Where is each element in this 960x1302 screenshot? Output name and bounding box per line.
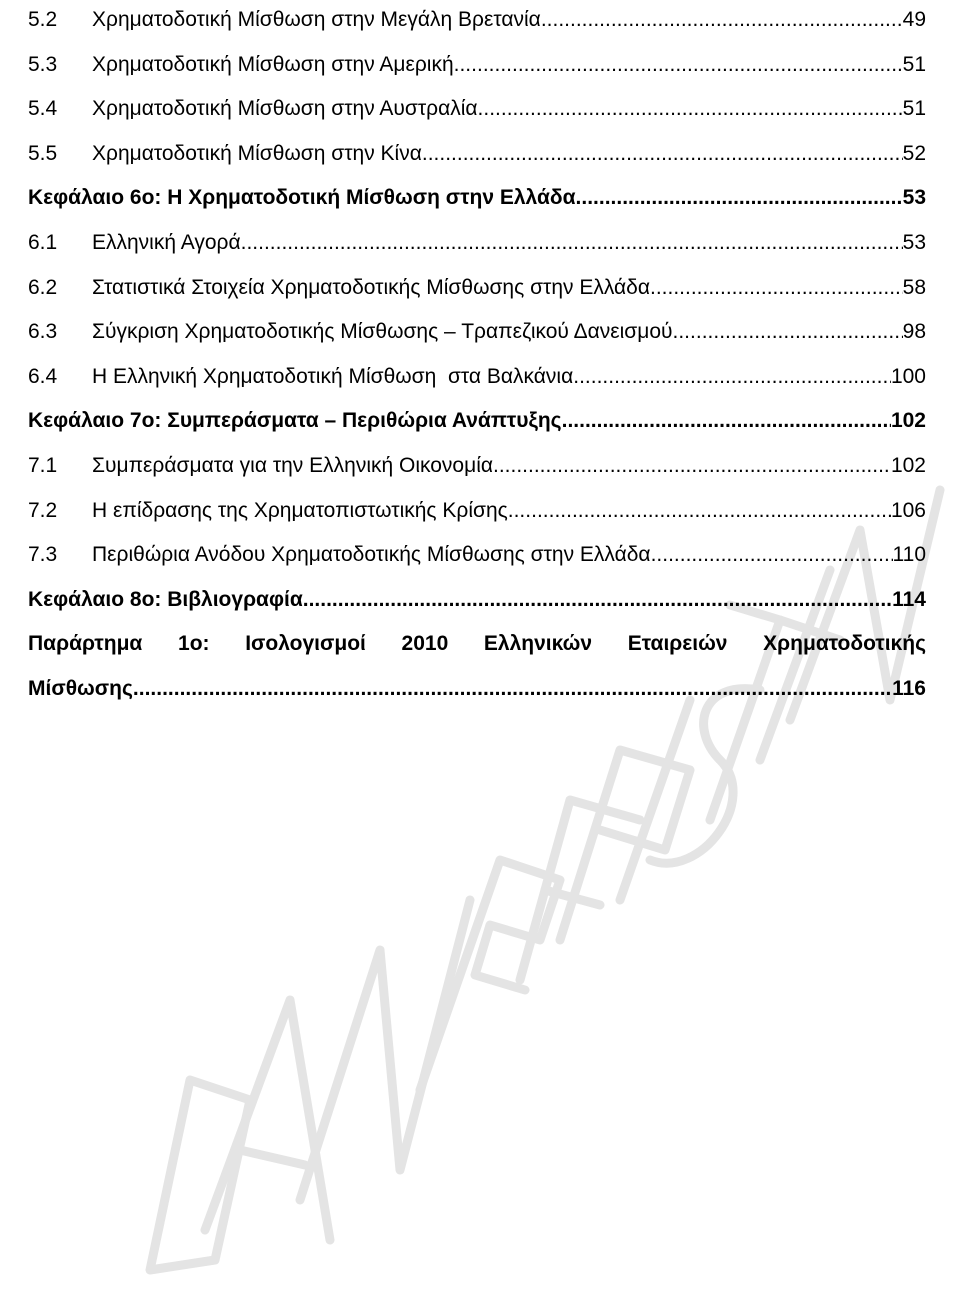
- dot-leader: [133, 667, 892, 712]
- toc-appendix-title: Μίσθωσης: [28, 676, 133, 700]
- toc-entry-6-4[interactable]: [28, 355, 926, 400]
- dot-leader: [650, 266, 903, 311]
- toc-entry-page: 51: [902, 97, 926, 121]
- toc-appendix-continuation[interactable]: [28, 667, 926, 712]
- toc-entry-title: Χρηματοδοτική Μίσθωση στην Αμερική: [92, 52, 454, 76]
- toc-entry-number: 6.4: [28, 364, 58, 388]
- toc-entry-page: 98: [902, 320, 926, 344]
- toc-entry-number: 7.3: [28, 543, 58, 567]
- toc-entry-7-2[interactable]: [28, 489, 926, 534]
- toc-entry-page: 100: [890, 364, 926, 388]
- toc-entry-page: 110: [892, 543, 926, 567]
- toc-entry-number: 5.3: [28, 52, 58, 76]
- toc-entry-page: 49: [902, 8, 926, 31]
- dot-leader: [576, 176, 903, 221]
- toc-chapter-title: Κεφάλαιο 7ο: Συμπεράσματα – Περιθώρια Ανάπτυξης: [28, 409, 562, 433]
- toc-entry-number: 6.2: [28, 275, 58, 299]
- appendix-word: 1ο:: [178, 632, 210, 656]
- toc-entry-5-3[interactable]: [28, 43, 926, 88]
- toc-entry-page: 106: [890, 498, 926, 522]
- toc-entry-title: Η επίδρασης της Χρηματοπιστωτικής Κρίσης: [92, 498, 508, 522]
- toc-entry-page: 51: [902, 52, 926, 76]
- toc-entry-6-2[interactable]: [28, 266, 926, 311]
- toc-entry-title: Η Ελληνική Χρηματοδοτική Μίσθωση στα Βαλκάνια: [92, 364, 574, 388]
- appendix-word: Παράρτημα: [28, 632, 143, 656]
- appendix-word: Χρηματοδοτικής: [763, 632, 926, 656]
- toc-entry-title: Ελληνική Αγορά: [92, 230, 241, 254]
- toc-entry-6-3[interactable]: [28, 310, 926, 355]
- toc-entry-7-3[interactable]: [28, 533, 926, 578]
- appendix-word: 2010: [401, 632, 449, 656]
- toc-chapter-title: Κεφάλαιο 6ο: Η Χρηματοδοτική Μίσθωση στην Ελλάδα: [28, 186, 576, 210]
- table-of-contents: [28, 0, 926, 712]
- toc-entry-page: 58: [902, 275, 926, 299]
- toc-entry-title: Χρηματοδοτική Μίσθωση στην Κίνα: [92, 141, 422, 165]
- toc-entry-page: 116: [892, 676, 926, 700]
- toc-entry-title: Συμπεράσματα για την Ελληνική Οικονομία: [92, 453, 493, 477]
- toc-entry-page: 102: [890, 453, 926, 477]
- toc-entry-number: 5.4: [28, 97, 58, 121]
- dot-leader: [673, 310, 903, 355]
- appendix-word: Ελληνικών: [483, 632, 593, 656]
- toc-chapter-6[interactable]: [28, 176, 926, 221]
- dot-leader: [454, 43, 903, 88]
- dot-leader: [241, 221, 903, 266]
- toc-entry-number: 5.5: [28, 141, 58, 165]
- dot-leader: [651, 533, 893, 578]
- toc-entry-6-1[interactable]: [28, 221, 926, 266]
- toc-appendix-title-line[interactable]: [28, 622, 926, 667]
- dot-leader: [478, 87, 903, 132]
- toc-entry-number: 6.1: [28, 230, 58, 254]
- toc-entry-number: 6.3: [28, 320, 58, 344]
- toc-entry-5-2[interactable]: [28, 0, 926, 43]
- dot-leader: [562, 399, 891, 444]
- dot-leader: [508, 489, 891, 534]
- toc-entry-title: Περιθώρια Ανόδου Χρηματοδοτικής Μίσθωσης στην Ελλάδα: [92, 543, 651, 567]
- toc-chapter-7[interactable]: [28, 399, 926, 444]
- toc-entry-5-5[interactable]: [28, 132, 926, 177]
- dot-leader: [541, 0, 903, 43]
- toc-entry-number: 5.2: [28, 8, 58, 31]
- appendix-word: Ισολογισμοί: [245, 632, 366, 656]
- toc-entry-title: Χρηματοδοτική Μίσθωση στην Αυστραλία: [92, 97, 478, 121]
- toc-chapter-8[interactable]: [28, 578, 926, 623]
- toc-entry-5-4[interactable]: [28, 87, 926, 132]
- toc-entry-page: 52: [902, 141, 926, 165]
- toc-entry-number: 7.1: [28, 453, 58, 477]
- toc-entry-page: 114: [892, 587, 926, 611]
- toc-entry-7-1[interactable]: [28, 444, 926, 489]
- toc-entry-number: 7.2: [28, 498, 58, 522]
- toc-entry-page: 53: [902, 186, 926, 210]
- dot-leader: [422, 132, 903, 177]
- dot-leader: [573, 355, 891, 400]
- toc-entry-page: 102: [890, 409, 926, 433]
- toc-entry-title: Στατιστικά Στοιχεία Χρηματοδοτικής Μίσθωσης στην Ελλάδα: [92, 275, 650, 299]
- toc-entry-title: Σύγκριση Χρηματοδοτικής Μίσθωσης – Τραπεζικού Δανεισμού: [92, 320, 673, 344]
- toc-entry-title: Χρηματοδοτική Μίσθωση στην Μεγάλη Βρετανία: [92, 8, 541, 31]
- dot-leader: [303, 578, 892, 623]
- dot-leader: [493, 444, 891, 489]
- toc-chapter-title: Κεφάλαιο 8ο: Βιβλιογραφία: [28, 587, 303, 611]
- toc-entry-page: 53: [902, 230, 926, 254]
- appendix-word: Εταιρειών: [627, 632, 728, 656]
